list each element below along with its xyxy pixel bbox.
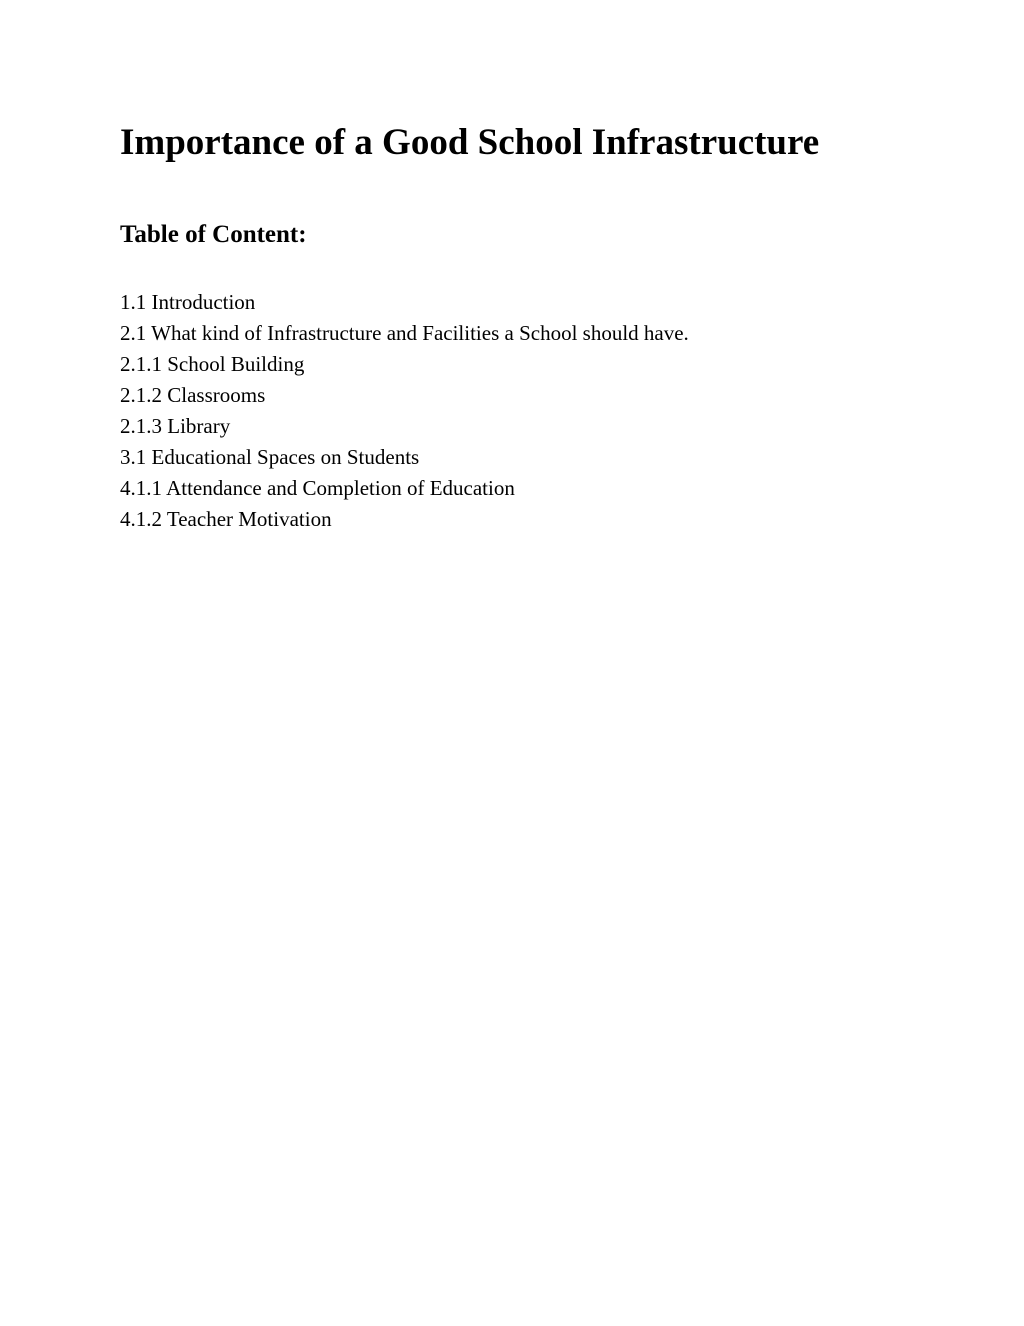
- toc-item-infrastructure-facilities: 2.1 What kind of Infrastructure and Facilities a School should have.: [120, 321, 689, 345]
- table-of-contents: [120, 287, 689, 535]
- toc-item-school-building: 2.1.1 School Building: [120, 352, 305, 376]
- toc-item-attendance-completion: 4.1.1 Attendance and Completion of Education: [120, 476, 515, 500]
- document-title: Importance of a Good School Infrastructure: [120, 122, 820, 163]
- toc-item-introduction: 1.1 Introduction: [120, 290, 256, 314]
- toc-item-educational-spaces: 3.1 Educational Spaces on Students: [120, 445, 420, 469]
- toc-item-library: 2.1.3 Library: [120, 414, 231, 438]
- toc-item-classrooms: 2.1.2 Classrooms: [120, 383, 266, 407]
- toc-item-teacher-motivation: 4.1.2 Teacher Motivation: [120, 507, 332, 531]
- toc-heading: Table of Content:: [120, 221, 307, 248]
